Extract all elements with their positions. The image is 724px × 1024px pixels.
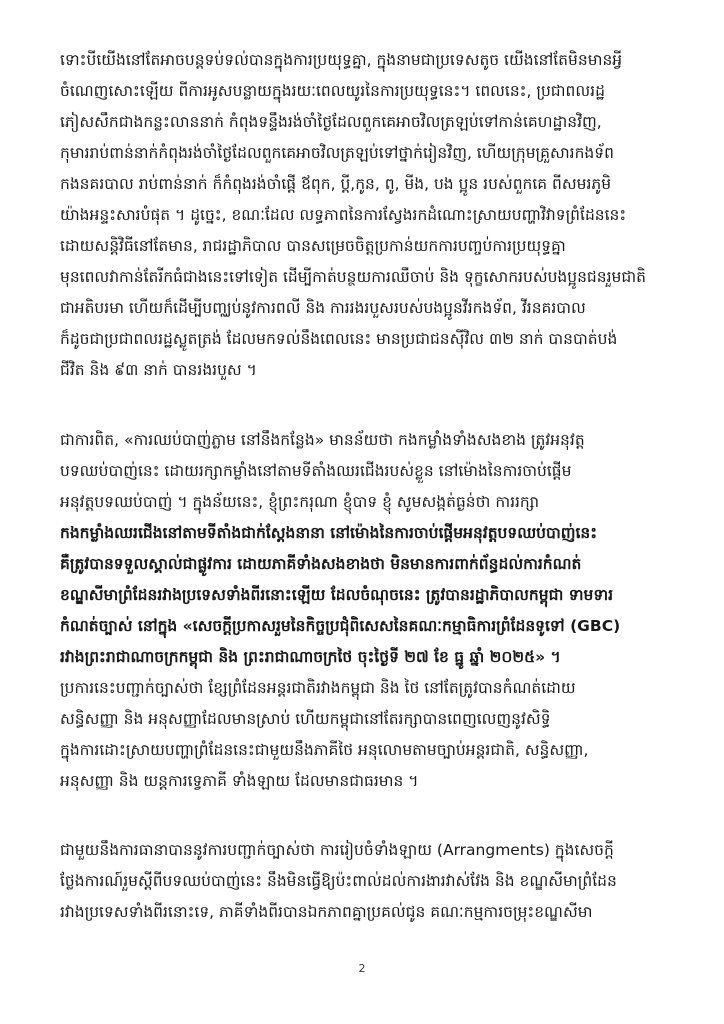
text-line: អនុវត្តបទឈប់បាញ់ ។ ក្នុងន័យនេះ, ខ្ញុំព្រះករុណា ខ្ញុំបាទ ខ្ញុំ សូមសង្កត់ធ្ងន់ថា ការរក្សា <box>60 493 540 511</box>
text-line: កុមាររាប់ពាន់នាក់កំពុងរង់ចាំថ្ងៃដែលពួកគេអាចវិលត្រឡប់ទៅថ្នាក់រៀនវិញ, ហើយក្រុមគ្រួសារកងទ័ព <box>60 144 614 162</box>
text-line: កងនគរបាល រាប់ពាន់នាក់ ក៏កំពុងរង់ចាំផ្ដើ ឪពុក, ប្ដី,កូន, ពូ, មីង, បង ប្អូន របស់ពួកគេ ពីសមរភូមិ <box>60 175 612 193</box>
paragraph-3 <box>60 835 660 928</box>
text-line: កងកម្លាំងឈរជើងនៅតាមទីតាំងជាក់ស្តែងនានា នៅម៉ោងនៃការចាប់ផ្តើមអនុវត្តបទឈប់បាញ់នេះ <box>60 524 598 542</box>
text-line: ប្រការនេះបញ្ជាក់ច្បាស់ថា ខ្សែព្រំដែនអន្តរជាតិរវាងកម្ពុជា និង ថៃ នៅតែត្រូវបានកំណត់ដោយ <box>60 679 576 697</box>
text-line: រវាងប្រទេសទាំងពីរនោះទេ, ភាគីទាំងពីរបានឯកភាពគ្នាប្រគល់ជូន គណៈកម្មការចម្រុះខណ្ឌសីមា <box>60 903 593 921</box>
text-line: ចំណេញសោះឡើយ ពីការអូសបន្លាយក្នុងរយៈពេលយូរនៃការប្រយុទ្ធនេះ។ ពេលនេះ, ប្រជាពលរដ្ឋ <box>60 82 605 100</box>
text-line: ក្នុងការដោះស្រាយបញ្ហាព្រំដែននេះជាមួយនឹងភាគីថៃ អនុលោមតាមច្បាប់អន្តរជាតិ, សន្ធិសញ្ញា, <box>60 741 589 759</box>
text-line: យ៉ាងអន្ទះសារបំផុត ។ ដូច្នេះ, ខណៈដែល លទ្ធភាពនៃការស្វែងរកដំណោះស្រាយបញ្ហាវិវាទព្រំដែននេះ <box>60 206 627 224</box>
text-line: ភៀសសឹកជាងកន្លះលាននាក់ កំពុងទន្ទឹងរង់ចាំថ្ងៃដែលពួកគេអាចវិលត្រឡប់ទៅកាន់គេហដ្ឋានវិញ, <box>60 113 602 131</box>
text-line: ទោះបីយើងនៅតែអាចបន្តទប់ទល់បានក្នុងការប្រយុទ្ធគ្នា, ក្នុងនាមជាប្រទេសតូច យើងនៅតែមិនមានអ្វី <box>60 51 623 69</box>
text-line: រវាងព្រះរាជាណាចក្រកម្ពុជា និង ព្រះរាជាណាចក្រថៃ ចុះថ្ងៃទី ២៧ ខែ ធ្នូ ឆ្នាំ ២០២៥» ។ <box>60 648 561 666</box>
text-line: ដោយសន្តិវិធីនៅតែមាន, រាជរដ្ឋាភិបាល បានសម្រេចចិត្តប្រកាន់យកការបញ្ចប់ការប្រយុទ្ធគ្នា <box>60 237 566 255</box>
text-line: មុនពេលវាកាន់តែរីកធំជាងនេះទៅទៀត ដើម្បីកាត់បន្ថយការឈឺចាប់ និង ទុក្ខសោករបស់បងប្អូនជនរួមជាតិ <box>60 268 646 286</box>
text-line: កំណត់ច្បាស់ នៅក្នុង «សេចក្តីប្រកាសរួមនៃកិច្ចប្រជុំពិសេសនៃគណៈកម្មាធិការព្រំដែនទូទៅ (GBC) <box>60 617 621 635</box>
text-line: ជាអតិបរមា ហើយក៏ដើម្បីបញ្ឈប់នូវការពលី និង ការរងរបួសរបស់បងប្អូនវីរកងទ័ព, វីរនគរបាល <box>60 299 586 317</box>
text-line: ជាមួយនឹងការធានាបាននូវការបញ្ជាក់ច្បាស់ថា ការរៀបចំទាំងឡាយ (Arrangments) ក្នុងសេចក្តី <box>60 841 614 859</box>
text-line: អនុសញ្ញា និង យន្តការទ្វេភាគី ទាំងឡាយ ដែលមានជាធរមាន ។ <box>60 772 419 790</box>
page-number: 2 <box>358 962 366 975</box>
text-line: បទឈប់បាញ់នេះ ដោយរក្សាកម្លាំងនៅតាមទីតាំងឈរជើងរបស់ខ្លួន នៅម៉ោងនៃការចាប់ផ្ដើម <box>60 462 572 480</box>
text-line: ជីវិត និង ៩៣ នាក់ បានរងរបួស ។ <box>60 361 257 379</box>
paragraph-1 <box>60 45 660 386</box>
text-line: ខណ្ឌសីមាព្រំដែនរវាងប្រទេសទាំងពីរនោះឡើយ ដែលចំណុចនេះ ត្រូវបានរដ្ឋាភិបាលកម្ពុជា ទាមទារ <box>60 586 614 604</box>
text-line: ជាការពិត, «ការឈប់បាញ់ភ្លាម នៅនឹងកន្លែង» មានន័យថា កងកម្លាំងទាំងសងខាង ត្រូវអនុវត្ត <box>60 431 585 449</box>
text-line: ថ្លែងការណ៍រួមស្តីពីបទឈប់បាញ់នេះ នឹងមិនធ្វើឱ្យប៉ះពាល់ដល់ការងារវាស់វែង និង ខណ្ឌសីមាព្រំដែន <box>60 872 617 890</box>
text-line: គឺត្រូវបានទទួលស្គាល់ជាផ្លូវការ ដោយភាគីទាំងសងខាងថា មិនមានការពាក់ព័ន្ធដល់ការកំណត់ <box>60 555 582 573</box>
text-line: ក៏ដូចជាប្រជាពលរដ្ឋស្លូតត្រង់ ដែលមកទល់នឹងពេលនេះ មានប្រជាជនស៊ីវិល ៣២ នាក់ បានបាត់បង់ <box>60 330 618 348</box>
paragraph-2 <box>60 425 660 797</box>
text-line: សន្ធិសញ្ញា និង អនុសញ្ញាដែលមានស្រាប់ ហើយកម្ពុជានៅតែរក្សាបានពេញលេញនូវសិទ្ធិ <box>60 710 551 728</box>
